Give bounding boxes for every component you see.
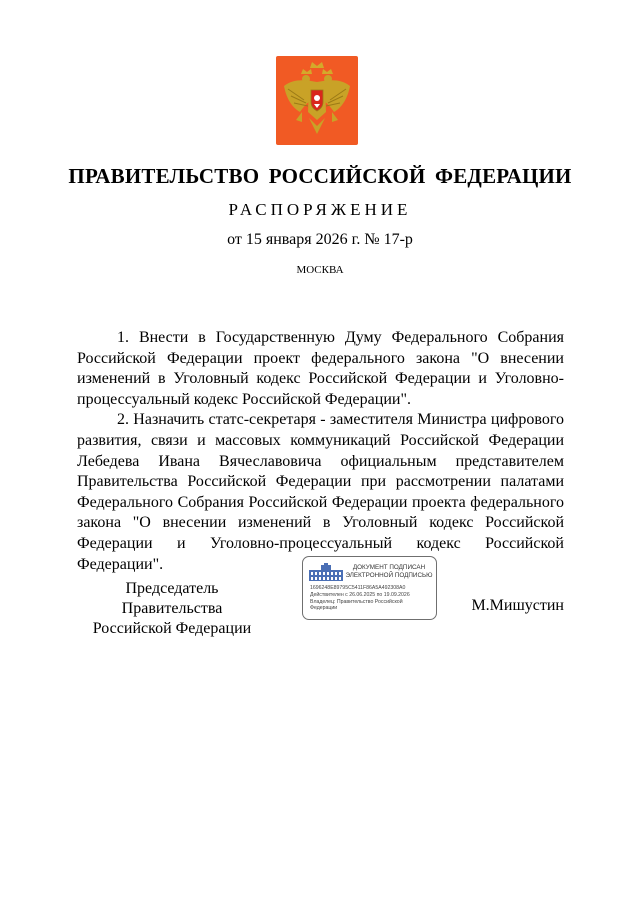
paragraph-1: 1. Внести в Государственную Думу Федерального Собрания Российской Федерации проект федерального закона "О внесении изменений в Уголовный кодекс Российской Федерации и Уголовно-процессуальный кодекс Российской Федерации". [77, 329, 564, 408]
stamp-owner-line2: Федерации [310, 605, 338, 611]
signatory-position-line2: Российской Федерации [92, 620, 252, 637]
document-body [77, 328, 564, 575]
stamp-title-line1: ДОКУМЕНТ ПОДПИСАН [352, 564, 426, 571]
signatory-position [78, 579, 266, 639]
stamp-validity: Действителен с 26.06.2025 по 19.09.2026 [310, 592, 410, 598]
paragraph-2: 2. Назначить статс-секретаря - заместителя Министра цифрового развития, связи и массовых коммуникаций Российской Федерации Лебедева Ивана Вячеславовича официальным представителем Правительства Российской Федерации при рассмотрении палатами Федерального Собрания Российской Федерации проекта федерального закона "О внесении изменений в Уголовный кодекс Российской Федерации и Уголовно-процессуальный кодекс Российской Федерации". [77, 411, 564, 573]
stamp-title [343, 564, 435, 580]
signatory-position-line1: Председатель Правительства [121, 580, 223, 617]
signatory-name: М.Мишустин [471, 597, 564, 614]
city: МОСКВА [296, 264, 344, 276]
electronic-signature-stamp [302, 556, 437, 620]
government-building-icon [309, 563, 343, 581]
stamp-title-line2: ЭЛЕКТРОННОЙ ПОДПИСЬЮ [345, 572, 433, 579]
date-and-number: от 15 января 2026 г. № 17-р [227, 231, 413, 248]
government-title: ПРАВИТЕЛЬСТВО РОССИЙСКОЙ ФЕДЕРАЦИИ [68, 164, 572, 188]
stamp-owner-line1: Владелец: Правительство Российской [310, 599, 403, 605]
coat-of-arms-emblem [276, 56, 358, 145]
stamp-certificate: 1696248E89795C5411F86A5A492308A0 [310, 585, 406, 591]
document-type: РАСПОРЯЖЕНИЕ [228, 200, 412, 219]
